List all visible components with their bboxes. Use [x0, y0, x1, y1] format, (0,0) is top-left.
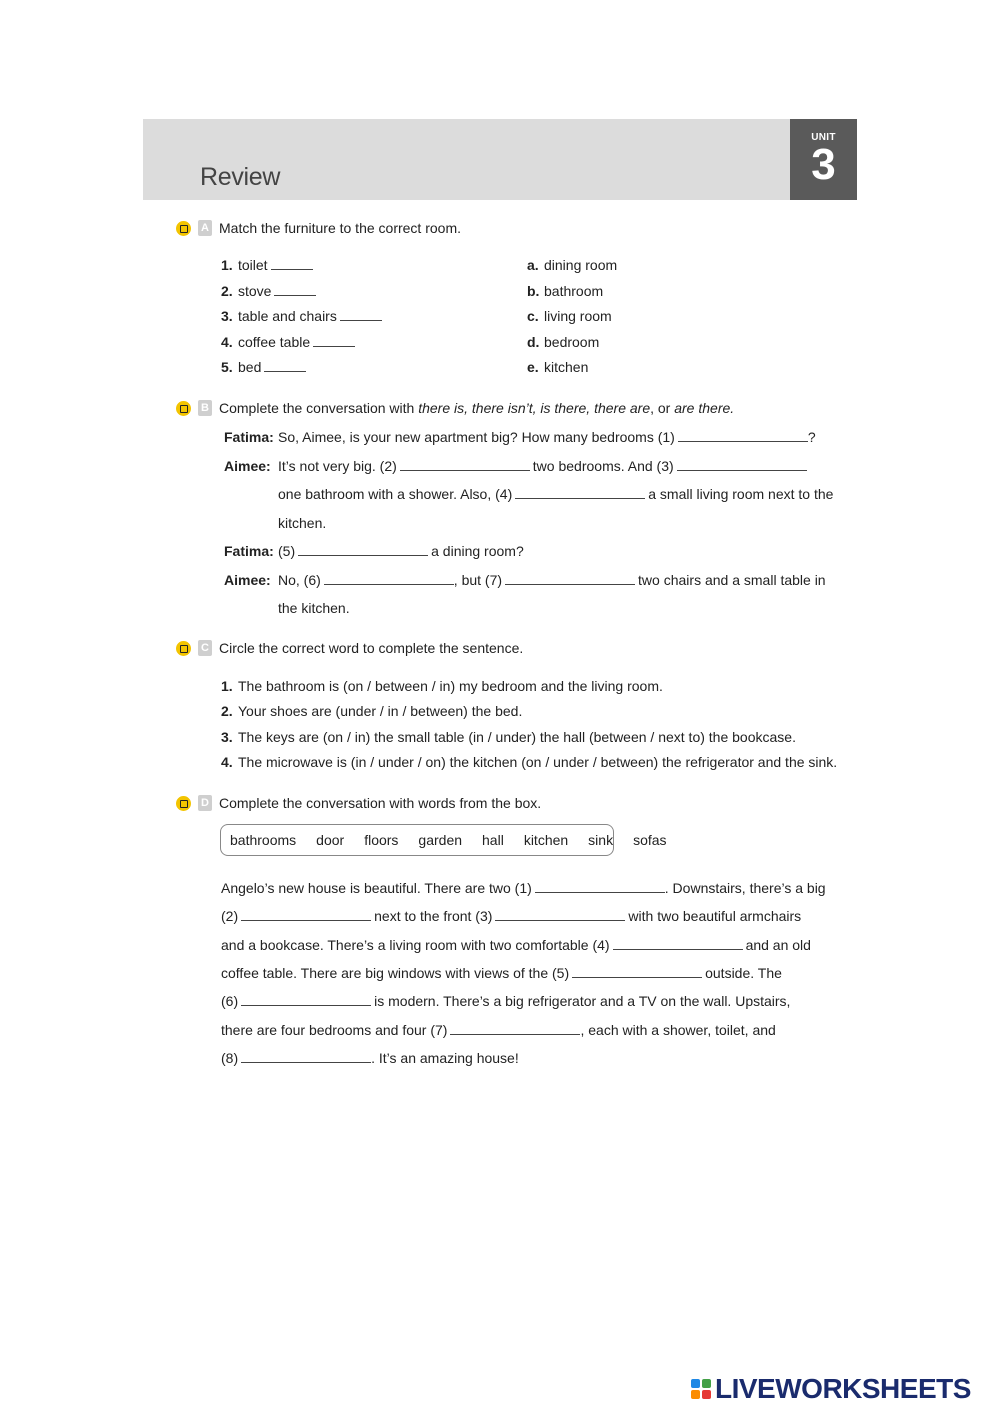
answer-blank[interactable]	[495, 908, 625, 921]
section-b-heading	[176, 398, 734, 418]
unit-badge	[790, 119, 857, 200]
match-item: 4. coffee table	[221, 334, 355, 350]
answer-blank[interactable]	[572, 965, 702, 978]
checkbox-icon	[176, 401, 191, 416]
unit-label: UNIT	[811, 132, 836, 143]
answer-blank[interactable]	[450, 1022, 580, 1035]
unit-number: 3	[811, 140, 836, 189]
section-b-instruction: Complete the conversation with there is, there isn’t, is there, there are, or are there.	[219, 400, 735, 416]
paragraph-line: coffee table. There are big windows with views of the (5) outside. The	[221, 965, 782, 981]
section-letter-b: B	[198, 400, 212, 416]
page-title: Review	[200, 163, 281, 191]
word-chip: bathrooms	[230, 832, 297, 848]
checkbox-icon	[176, 221, 191, 236]
answer-blank[interactable]	[535, 880, 665, 893]
section-a-heading	[176, 218, 461, 238]
word-chip: floors	[364, 832, 399, 848]
conversation-line: the kitchen.	[278, 600, 350, 616]
match-option: e. kitchen	[527, 359, 589, 375]
paragraph-line: (2) next to the front (3) with two beautiful armchairs	[221, 908, 802, 924]
sentence-item: 1. The bathroom is (on / between / in) my bedroom and the living room.	[221, 678, 663, 694]
conversation-line: It’s not very big. (2) two bedrooms. And (3)	[278, 458, 807, 474]
logo-text: LIVEWORKSHEETS	[715, 1373, 971, 1404]
word-chip: door	[316, 832, 345, 848]
paragraph-line: (8) . It’s an amazing house!	[221, 1050, 519, 1066]
section-letter-d: D	[198, 795, 212, 811]
checkbox-icon	[176, 641, 191, 656]
conversation-line: So, Aimee, is your new apartment big? How many bedrooms (1) ?	[278, 429, 816, 445]
conversation-line: (5) a dining room?	[278, 543, 524, 559]
section-c-instruction: Circle the correct word to complete the sentence.	[219, 640, 524, 656]
paragraph-line: and a bookcase. There’s a living room with two comfortable (4) and an old	[221, 937, 811, 953]
conversation-line: one bathroom with a shower. Also, (4) a small living room next to the	[278, 486, 834, 502]
word-chip: sofas	[633, 832, 667, 848]
answer-blank[interactable]	[613, 937, 743, 950]
answer-blank[interactable]	[313, 334, 355, 347]
answer-blank[interactable]	[505, 572, 635, 585]
logo-icon	[691, 1379, 711, 1399]
answer-blank[interactable]	[241, 908, 371, 921]
answer-blank[interactable]	[678, 429, 808, 442]
match-item: 5. bed	[221, 359, 306, 375]
liveworksheets-logo	[691, 1374, 971, 1404]
match-option: c. living room	[527, 308, 612, 324]
word-chip: hall	[482, 832, 504, 848]
section-c-heading	[176, 638, 523, 658]
answer-blank[interactable]	[400, 458, 530, 471]
section-letter-a: A	[198, 220, 212, 236]
conversation-line: No, (6) , but (7) two chairs and a small table in	[278, 572, 826, 588]
match-option: d. bedroom	[527, 334, 600, 350]
word-chip: garden	[418, 832, 463, 848]
answer-blank[interactable]	[241, 993, 371, 1006]
speaker-name: Aimee:	[224, 572, 271, 588]
speaker-name: Fatima:	[224, 543, 274, 559]
answer-blank[interactable]	[241, 1050, 371, 1063]
review-header	[143, 119, 791, 200]
paragraph-line: there are four bedrooms and four (7) , each with a shower, toilet, and	[221, 1022, 776, 1038]
speaker-name: Aimee:	[224, 458, 271, 474]
word-chip: sink	[588, 832, 614, 848]
section-d-instruction: Complete the conversation with words from the box.	[219, 795, 542, 811]
answer-blank[interactable]	[677, 458, 807, 471]
checkbox-icon	[176, 796, 191, 811]
answer-blank[interactable]	[515, 486, 645, 499]
match-item: 2. stove	[221, 283, 316, 299]
answer-blank[interactable]	[274, 283, 316, 296]
word-box	[220, 824, 667, 856]
paragraph-line: Angelo’s new house is beautiful. There are two (1) . Downstairs, there’s a big	[221, 880, 826, 896]
paragraph-line: (6) is modern. There’s a big refrigerator and a TV on the wall. Upstairs,	[221, 993, 791, 1009]
sentence-item: 3. The keys are (on / in) the small table (in / under) the hall (between / next to) the bookcase.	[221, 729, 796, 745]
section-d-heading	[176, 793, 541, 813]
conversation-line: kitchen.	[278, 515, 327, 531]
word-chip: kitchen	[523, 832, 569, 848]
match-item: 1. toilet	[221, 257, 313, 273]
answer-blank[interactable]	[324, 572, 454, 585]
sentence-item: 4. The microwave is (in / under / on) the kitchen (on / under / between) the refrigerator and the sink.	[221, 754, 838, 770]
section-letter-c: C	[198, 640, 212, 656]
speaker-name: Fatima:	[224, 429, 274, 445]
answer-blank[interactable]	[340, 308, 382, 321]
match-option: b. bathroom	[527, 283, 604, 299]
sentence-item: 2. Your shoes are (under / in / between) the bed.	[221, 703, 523, 719]
answer-blank[interactable]	[271, 257, 313, 270]
match-option: a. dining room	[527, 257, 618, 273]
match-item: 3. table and chairs	[221, 308, 382, 324]
answer-blank[interactable]	[264, 359, 306, 372]
section-a-instruction: Match the furniture to the correct room.	[219, 220, 461, 236]
answer-blank[interactable]	[298, 543, 428, 556]
